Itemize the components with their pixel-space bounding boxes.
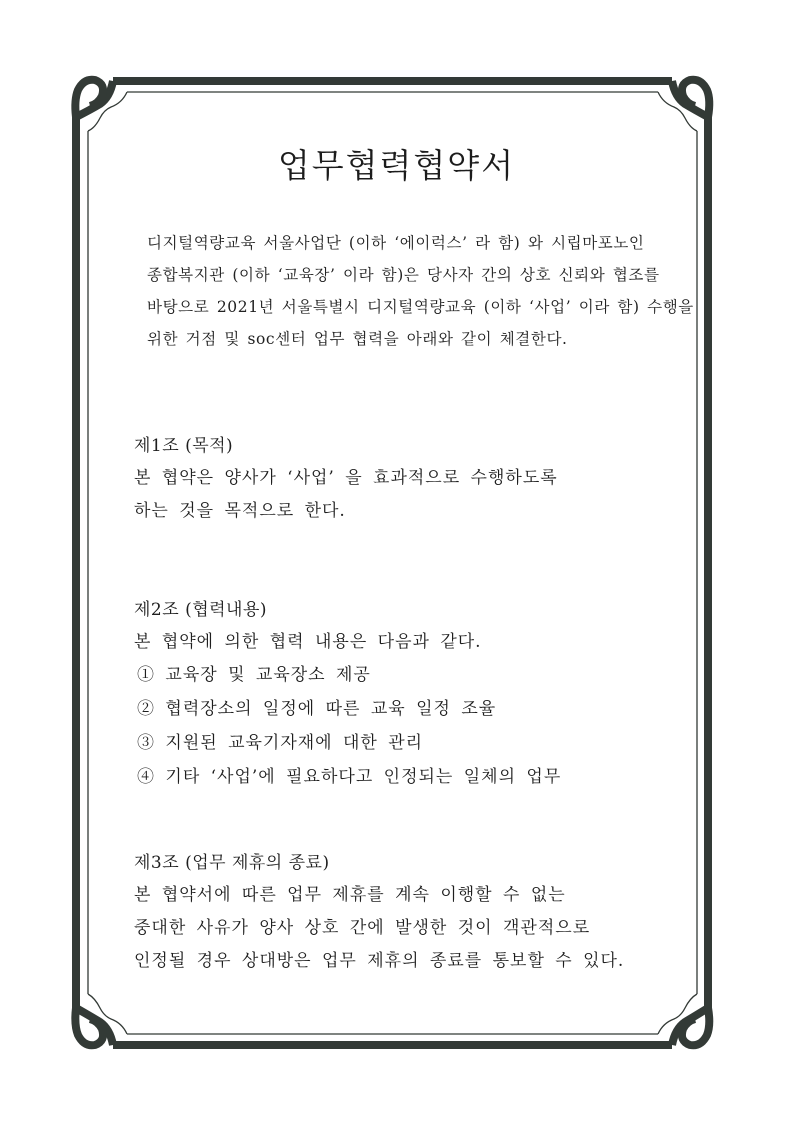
intro-line: 디지털역량교육 서울사업단 (이하 ‘에이럭스’ 라 함) 와 시립마포노인 [147, 234, 645, 252]
article-1-purpose [134, 434, 694, 532]
corner-loop-bottom-left [75, 1008, 113, 1045]
corner-loop-bottom-right [672, 1008, 709, 1045]
article-line: 중대한 사유가 양사 상호 간에 발생한 것이 객관적으로 [134, 918, 591, 938]
intro-paragraph [147, 232, 707, 360]
article-line: 본 협약은 양사가 ‘사업’ 을 효과적으로 수행하도록 [134, 468, 558, 488]
corner-loop-top-left [75, 80, 113, 117]
article-line: 하는 것을 목적으로 한다. [134, 501, 346, 521]
intro-line: 위한 거점 및 soc센터 업무 협력을 아래와 같이 체결한다. [147, 330, 568, 348]
article-3-termination [134, 851, 694, 982]
list-item: ① 교육장 및 교육장소 제공 [137, 665, 371, 685]
intro-line: 바탕으로 2021년 서울특별시 디지털역량교육 (이하 ‘사업’ 이라 함) 수행을 [147, 298, 694, 316]
document-title: 업무협력협약서 [277, 146, 516, 185]
list-item: ② 협력장소의 일정에 따른 교육 일정 조율 [137, 699, 497, 719]
list-item: ③ 지원된 교육기자재에 대한 관리 [137, 733, 424, 753]
article-line: 본 협약서에 따른 업무 제휴를 계속 이행할 수 없는 [134, 885, 566, 905]
article-2-cooperation-content [134, 598, 694, 799]
article-line: 본 협약에 의한 협력 내용은 다음과 같다. [134, 632, 482, 652]
list-item: ④ 기타 ‘사업’에 필요하다고 인정되는 일체의 업무 [137, 767, 562, 787]
article-heading: 제2조 (협력내용) [134, 600, 268, 620]
article-heading: 제1조 (목적) [134, 436, 234, 456]
corner-loop-top-right [672, 80, 709, 117]
article-heading: 제3조 (업무 제휴의 종료) [134, 853, 330, 873]
intro-line: 종합복지관 (이하 ‘교육장’ 이라 함)은 당사자 간의 상호 신뢰와 협조를 [147, 266, 660, 284]
article-line: 인정될 경우 상대방은 업무 제휴의 종료를 통보할 수 있다. [134, 951, 625, 971]
